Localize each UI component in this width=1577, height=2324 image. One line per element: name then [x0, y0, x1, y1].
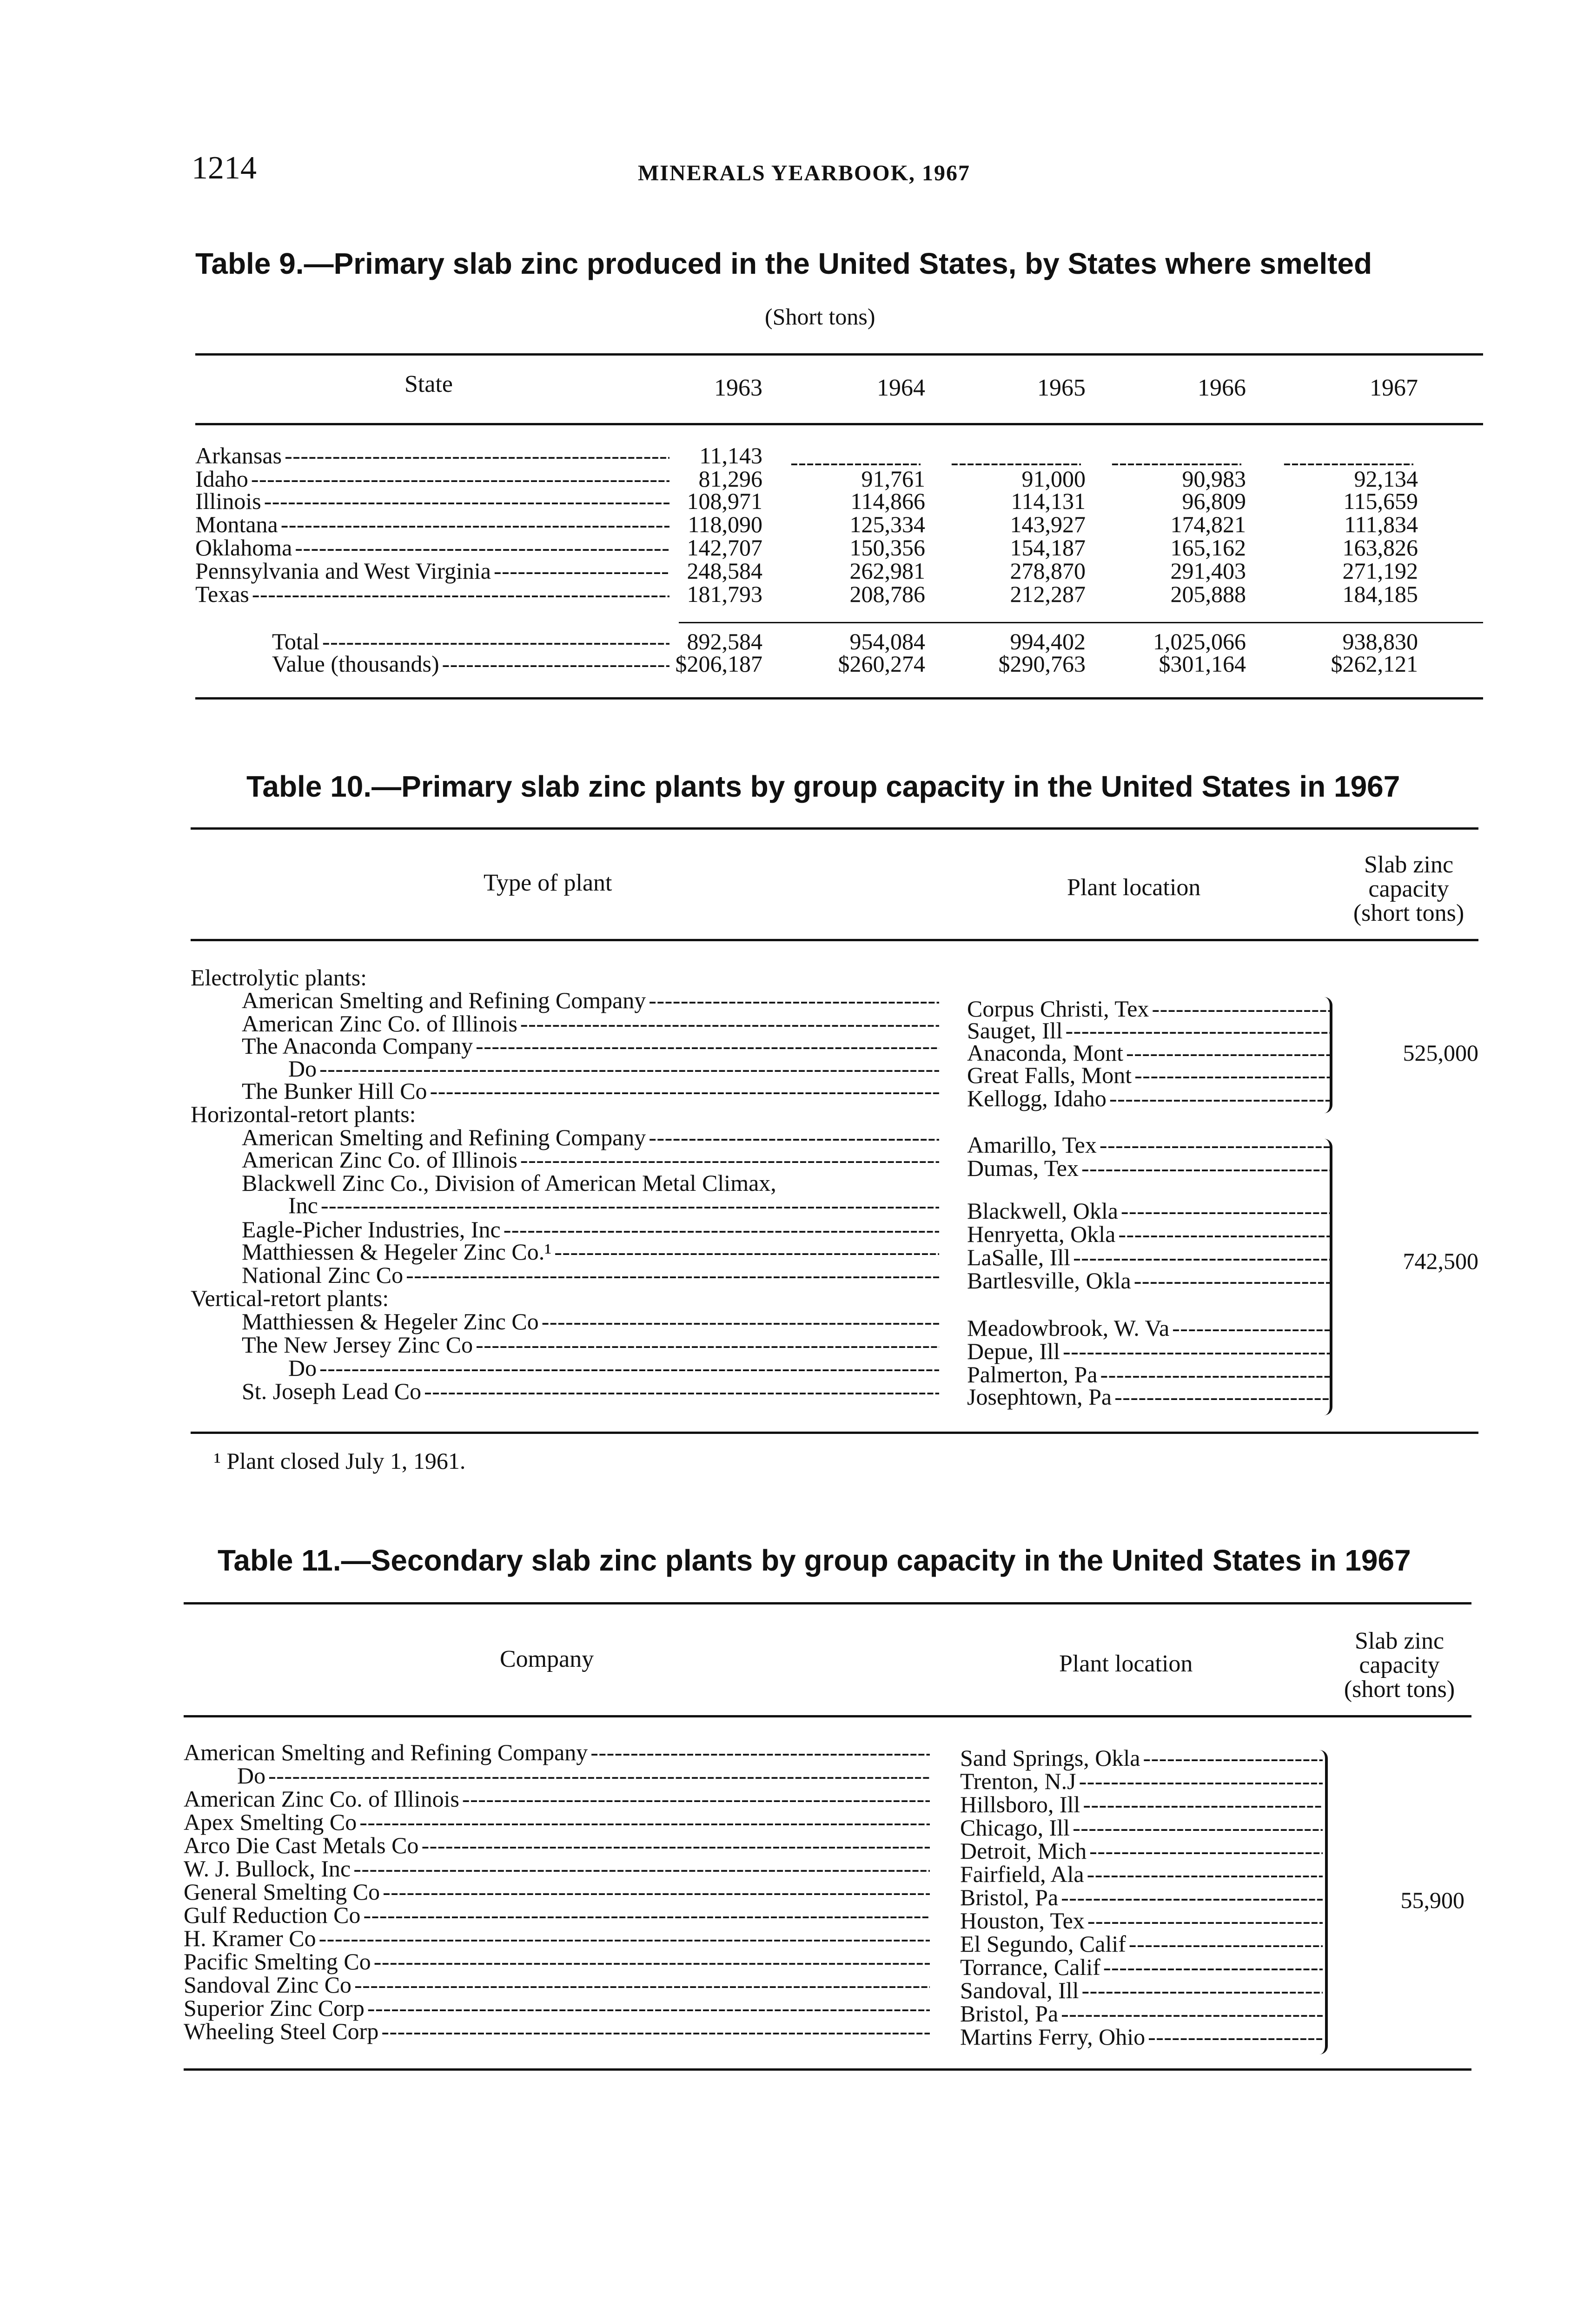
table9-value: 115,659 [1343, 488, 1418, 514]
table11-company-name [184, 1927, 930, 1950]
dot-leader [649, 989, 939, 1012]
brace-group-3 [1311, 1750, 1328, 2054]
table9-col-year: 1964 [877, 375, 925, 401]
table9-state-cell [195, 559, 669, 582]
dot-leader [1109, 1087, 1330, 1110]
table10-plant-name-text: Do [288, 1056, 317, 1082]
capacity-header-line: capacity [1359, 1652, 1440, 1678]
table11-plant-location-text: Bristol, Pa [960, 2000, 1059, 2027]
dot-leader [1100, 1133, 1330, 1156]
table10-top-rule [191, 827, 1478, 830]
table11-col-company: Company [500, 1646, 594, 1672]
capacity-header-line: (short tons) [1353, 900, 1464, 926]
table10-plant-name [242, 989, 939, 1012]
table9-total-label-text: Total [272, 628, 320, 654]
table9-subtitle: (Short tons) [765, 304, 875, 330]
dot-leader [590, 1741, 930, 1764]
running-title: MINERALS YEARBOOK, 1967 [638, 161, 970, 185]
table9-value: 212,287 [1010, 581, 1086, 607]
table11-plant-location [960, 1862, 1323, 1886]
table9-value: 165,162 [1170, 535, 1246, 561]
table11-company-name [184, 1950, 930, 1973]
table10-plant-location-text: Corpus Christi, Tex [967, 996, 1149, 1022]
brace-group-2 [1316, 1139, 1332, 1415]
table10-group-heading: Electrolytic plants: [191, 964, 367, 990]
dot-leader [1063, 1340, 1330, 1363]
table9-value: 91,000 [1021, 466, 1086, 492]
table9-value: 143,927 [1010, 511, 1086, 537]
table11-company-name [184, 1741, 930, 1764]
table10-plant-location [967, 1019, 1330, 1042]
table9-value: 184,185 [1342, 581, 1418, 607]
dot-leader [251, 467, 669, 490]
table9-value: 108,971 [687, 488, 762, 514]
dot-leader [554, 1240, 939, 1263]
table9-value: 118,090 [688, 511, 762, 537]
dot-leader [1081, 1156, 1330, 1180]
dot-leader [1152, 997, 1330, 1020]
table9-state-cell [195, 444, 669, 467]
table11-company-name-text: Wheeling Steel Corp [184, 2018, 379, 2044]
table10-plant-location-text: Meadowbrook, W. Va [967, 1315, 1170, 1341]
table9-state-cell-text: Texas [195, 581, 249, 607]
table10-plant-location [967, 1385, 1330, 1408]
table10-plant-location-text: Kellogg, Idaho [967, 1085, 1107, 1111]
dot-leader [364, 1903, 930, 1927]
table9-value: 278,870 [1010, 558, 1086, 584]
dot-leader [1121, 1199, 1330, 1222]
table11-plant-location [960, 1932, 1323, 1955]
table11-col-location: Plant location [1059, 1651, 1193, 1677]
dot-leader [1134, 1269, 1330, 1292]
table11-company-name-text: H. Kramer Co [184, 1925, 316, 1951]
dot-leader [476, 1333, 939, 1356]
table9-state-cell-text: Arkansas [195, 442, 282, 469]
table10-plant-location-text: Dumas, Tex [967, 1155, 1079, 1181]
table11-plant-location-text: El Segundo, Calif [960, 1931, 1126, 1957]
table11-plant-location [960, 2025, 1323, 2048]
table10-group-heading: Horizontal-retort plants: [191, 1101, 416, 1127]
dot-leader [1114, 1385, 1330, 1408]
table10-plant-location-text: Amarillo, Tex [967, 1132, 1097, 1158]
table9-state-cell [195, 536, 669, 559]
table10-plant-name-text: American Zinc Co. of Illinois [242, 1010, 517, 1037]
table10-plant-name-text: The Bunker Hill Co [242, 1078, 427, 1104]
dot-leader [1061, 1886, 1323, 1909]
dot-leader [1126, 1041, 1330, 1064]
dot-leader [319, 1927, 930, 1950]
table9-value: 248,584 [687, 558, 762, 584]
table11-company-name-text: Arco Die Cast Metals Co [184, 1832, 419, 1858]
table9-value: 271,192 [1342, 558, 1418, 584]
table9-state-cell-text: Idaho [195, 466, 248, 492]
table9-total-value: 938,830 [1342, 628, 1418, 654]
table9-state-cell [195, 582, 669, 606]
table10-plant-name-text: American Zinc Co. of Illinois [242, 1147, 517, 1173]
dot-leader [1087, 1909, 1323, 1932]
table9-bottom-rule [195, 697, 1483, 700]
table9-title: Table 9.—Primary slab zinc produced in the United States, by States where smelted [195, 247, 1372, 280]
table11-company-name-text: Do [237, 1763, 266, 1789]
table10-plant-name [242, 1380, 939, 1403]
table11-plant-location-text: Fairfield, Ala [960, 1861, 1084, 1887]
table11-plant-location-text: Sandoval, Ill [960, 1977, 1079, 2003]
table9-value: 81,296 [698, 466, 762, 492]
table9-value: 150,356 [849, 535, 925, 561]
dot-leader [520, 1148, 939, 1171]
dot-leader [281, 513, 669, 536]
table10-plant-location [967, 1063, 1330, 1087]
table10-plant-name-text: St. Joseph Lead Co [242, 1378, 422, 1404]
table11-company-name-text: Pacific Smelting Co [184, 1948, 371, 1974]
table10-plant-location-text: Bartlesville, Okla [967, 1268, 1131, 1294]
table10-plant-name-text: Inc [288, 1192, 318, 1218]
table9-total-label [272, 652, 669, 675]
table9-total-value: 892,584 [687, 628, 762, 654]
table11-plant-location-text: Detroit, Mich [960, 1838, 1087, 1864]
table9-state-cell [195, 489, 669, 513]
dot-leader [1100, 1363, 1330, 1386]
table9-total-value: $206,187 [675, 651, 762, 677]
table9-total-value: $301,164 [1159, 651, 1246, 677]
table10-group-capacity-1: 525,000 [1403, 1040, 1478, 1066]
table11-plant-location-text: Chicago, Ill [960, 1815, 1070, 1841]
table10-plant-name [242, 1263, 939, 1287]
table10-plant-location-text: Blackwell, Okla [967, 1198, 1118, 1224]
dot-leader [1082, 1979, 1323, 2002]
dot-leader [1134, 1063, 1330, 1087]
table11-plant-location [960, 1886, 1323, 1909]
table10-plant-location-text: Anaconda, Mont [967, 1040, 1124, 1066]
table10-plant-name-text: Do [288, 1355, 317, 1381]
table9-value: 11,143 [699, 442, 762, 469]
table9-value: 154,187 [1010, 535, 1086, 561]
table11-company-name [184, 1787, 930, 1810]
dot-leader [353, 1857, 930, 1880]
table10-plant-name-text: National Zinc Co [242, 1262, 404, 1288]
table11-company-name [184, 1903, 930, 1927]
dot-leader [367, 1996, 930, 2020]
table9-total-value: $290,763 [998, 651, 1086, 677]
table11-company-name-text: American Zinc Co. of Illinois [184, 1786, 459, 1812]
table10-plant-name-text: Eagle-Picher Industries, Inc [242, 1216, 501, 1242]
dot-leader [359, 1810, 930, 1834]
dot-leader [430, 1079, 939, 1103]
table9-value: 142,707 [687, 535, 762, 561]
table10-plant-name [242, 1218, 939, 1241]
table10-plant-name-text: American Smelting and Refining Company [242, 1124, 646, 1150]
table10-plant-location [967, 1363, 1330, 1386]
dot-leader [1061, 2002, 1323, 2025]
table9-value: 111,834 [1344, 511, 1418, 537]
table9-value: 91,761 [861, 466, 925, 492]
table9-col-year: 1963 [714, 375, 762, 401]
table10-plant-location [967, 1041, 1330, 1064]
table10-plant-location [967, 1340, 1330, 1363]
table9-value: 114,866 [850, 488, 925, 514]
table10-plant-location [967, 1156, 1330, 1180]
dot-leader [1148, 2025, 1323, 2048]
table9-state-cell [195, 467, 669, 490]
table10-plant-location-text: LaSalle, Ill [967, 1244, 1071, 1270]
table11-company-name [184, 1857, 930, 1880]
dot-leader [1079, 1769, 1323, 1793]
table10-plant-name [242, 1079, 939, 1103]
dot-leader [462, 1787, 930, 1810]
brace-group-1 [1316, 997, 1332, 1113]
table11-company-name-text: W. J. Bullock, Inc [184, 1855, 351, 1882]
dot-leader [1073, 1816, 1323, 1839]
page-number: 1214 [192, 150, 257, 186]
table11-plant-location-text: Sand Springs, Okla [960, 1745, 1140, 1771]
table10-plant-name-text: American Smelting and Refining Company [242, 987, 646, 1013]
table9-col-year: 1967 [1370, 375, 1418, 401]
table9-state-cell-text: Pennsylvania and West Virginia [195, 558, 491, 584]
table11-plant-location [960, 1909, 1323, 1932]
dot-leader [1073, 1246, 1330, 1269]
capacity-header-line: capacity [1368, 876, 1449, 902]
table11-plant-location-text: Trenton, N.J [960, 1768, 1076, 1794]
table9-value: 125,334 [849, 511, 925, 537]
table11-plant-location [960, 2002, 1323, 2025]
table10-plant-name [242, 1240, 939, 1263]
table10-col-capacity [1330, 853, 1488, 925]
table9-value: 205,888 [1170, 581, 1246, 607]
table10-footnote: ¹ Plant closed July 1, 1961. [214, 1448, 466, 1474]
table9-total-value: $262,121 [1331, 651, 1418, 677]
table10-plant-location-text: Depue, Ill [967, 1338, 1060, 1364]
dot-leader [381, 2020, 930, 2043]
table10-plant-name-text: Matthiessen & Hegeler Zinc Co [242, 1308, 539, 1334]
dot-leader [264, 489, 669, 513]
dot-leader [504, 1218, 939, 1241]
table9-state-cell [195, 513, 669, 536]
table10-col-location: Plant location [1067, 874, 1201, 901]
capacity-header-line: Slab zinc [1364, 852, 1454, 878]
table11-plant-location [960, 1746, 1323, 1769]
dot-leader [1143, 1746, 1323, 1769]
table11-col-capacity [1320, 1629, 1478, 1702]
table11-company-name [184, 2020, 930, 2043]
table10-plant-name [242, 1333, 939, 1356]
table11-plant-location [960, 1816, 1323, 1839]
table11-company-name [184, 1973, 930, 1996]
dot-leader [374, 1950, 930, 1973]
table11-top-rule [184, 1602, 1471, 1604]
dot-leader [1087, 1862, 1323, 1886]
table11-company-name-text: Superior Zinc Corp [184, 1995, 364, 2021]
table10-col-type: Type of plant [484, 870, 612, 896]
table10-plant-location-text: Great Falls, Mont [967, 1062, 1132, 1088]
table11-company-name-text: General Smelting Co [184, 1879, 380, 1905]
table11-company-name-text: Gulf Reduction Co [184, 1902, 361, 1928]
table9-col-state: State [404, 371, 453, 397]
dot-leader [649, 1126, 939, 1149]
dot-leader [424, 1380, 939, 1403]
dot-leader [476, 1034, 939, 1057]
table9-total-value: 994,402 [1010, 628, 1086, 654]
table11-plant-location-text: Martins Ferry, Ohio [960, 2024, 1146, 2050]
table9-value: 96,809 [1182, 488, 1246, 514]
table9-top-rule [195, 353, 1483, 356]
table11-plant-location [960, 1793, 1323, 1816]
table9-value: 163,826 [1342, 535, 1418, 561]
table10-plant-location [967, 1269, 1330, 1292]
table9-value: 208,786 [849, 581, 925, 607]
table11-company-name [184, 1880, 930, 1903]
table9-col-year: 1965 [1037, 375, 1086, 401]
table9-total-value: 954,084 [849, 628, 925, 654]
dot-leader [1083, 1793, 1323, 1816]
dot-leader [252, 582, 669, 606]
dot-leader [285, 444, 669, 467]
table10-plant-location [967, 1199, 1330, 1222]
dot-leader [321, 1194, 939, 1217]
table11-plant-location-text: Hillsboro, Ill [960, 1791, 1080, 1817]
table10-plant-name-text: Matthiessen & Hegeler Zinc Co.¹ [242, 1239, 552, 1265]
table10-plant-location [967, 1316, 1330, 1340]
table10-plant-name [242, 1034, 939, 1057]
table11-plant-location [960, 1979, 1323, 2002]
table11-plant-location [960, 1769, 1323, 1793]
table11-company-name-text: American Smelting and Refining Company [184, 1739, 588, 1765]
dot-leader [1103, 1955, 1323, 1979]
table10-plant-name [288, 1057, 939, 1080]
table11-group-capacity: 55,900 [1400, 1887, 1464, 1913]
dot-leader [1129, 1932, 1323, 1955]
table10-plant-location [967, 1087, 1330, 1110]
table11-plant-location [960, 1839, 1323, 1862]
table9-value: 90,983 [1182, 466, 1246, 492]
table9-total-label [272, 630, 669, 653]
table10-plant-location [967, 997, 1330, 1020]
table9-total-value: $260,274 [838, 651, 925, 677]
table10-plant-location [967, 1222, 1330, 1246]
dot-leader [1118, 1222, 1330, 1246]
table10-plant-location [967, 1133, 1330, 1156]
table11-company-name [184, 1996, 930, 2020]
dot-leader [1172, 1316, 1330, 1340]
table10-plant-location-text: Josephtown, Pa [967, 1384, 1112, 1410]
table10-plant-location-text: Sauget, Ill [967, 1017, 1063, 1043]
table9-total-label-text: Value (thousands) [272, 651, 439, 677]
table10-plant-name [288, 1194, 939, 1217]
dot-leader [542, 1310, 939, 1333]
table11-company-name [184, 1810, 930, 1834]
table11-plant-location [960, 1955, 1323, 1979]
table10-plant-name-text: The Anaconda Company [242, 1033, 473, 1059]
dot-leader [295, 536, 669, 559]
table9-total-value: 1,025,066 [1153, 628, 1246, 654]
dot-leader [1066, 1019, 1330, 1042]
table9-col-year: 1966 [1198, 375, 1246, 401]
capacity-header-line: (short tons) [1344, 1676, 1455, 1703]
dot-leader [319, 1057, 939, 1080]
table9-header-rule [195, 423, 1483, 425]
table10-group-capacity-2: 742,500 [1403, 1248, 1478, 1274]
table10-plant-name-text: The New Jersey Zinc Co [242, 1332, 473, 1358]
table10-plant-location-text: Palmerton, Pa [967, 1361, 1098, 1387]
table9-state-cell-text: Oklahoma [195, 535, 292, 561]
table11-plant-location-text: Torrance, Calif [960, 1954, 1100, 1980]
dot-leader [354, 1973, 930, 1996]
table9-value: 174,821 [1170, 511, 1246, 537]
table9-total-rule [679, 622, 1483, 623]
table10-plant-name [242, 1310, 939, 1333]
table10-plant-location-text: Henryetta, Okla [967, 1221, 1116, 1247]
table10-title: Table 10.—Primary slab zinc plants by group capacity in the United States in 1967 [246, 770, 1400, 803]
table11-title: Table 11.—Secondary slab zinc plants by group capacity in the United States in 1967 [218, 1544, 1411, 1577]
table10-plant-name [242, 1148, 939, 1171]
dot-leader [421, 1834, 930, 1857]
table9-value: 181,793 [687, 581, 762, 607]
table10-header-rule [191, 939, 1478, 941]
table11-bottom-rule [184, 2068, 1471, 2071]
table11-plant-location-text: Houston, Tex [960, 1908, 1085, 1934]
table11-header-rule [184, 1715, 1471, 1717]
table9-state-cell-text: Montana [195, 511, 278, 537]
table11-company-name [184, 1834, 930, 1857]
table9-value: 114,131 [1011, 488, 1086, 514]
table11-company-name [237, 1764, 930, 1787]
dot-leader [1089, 1839, 1323, 1862]
dot-leader [383, 1880, 930, 1903]
table9-value: 262,981 [849, 558, 925, 584]
table9-value: 92,134 [1354, 466, 1418, 492]
table10-plant-name: Blackwell Zinc Co., Division of American Metal Climax, [242, 1170, 776, 1196]
table10-plant-name [288, 1356, 939, 1380]
dot-leader [520, 1012, 939, 1035]
table11-company-name-text: Apex Smelting Co [184, 1809, 357, 1835]
table10-plant-location [967, 1246, 1330, 1269]
capacity-header-line: Slab zinc [1354, 1628, 1444, 1654]
table10-plant-name [242, 1126, 939, 1149]
table9-value: 291,403 [1170, 558, 1246, 584]
dot-leader [406, 1263, 939, 1287]
table9-state-cell-text: Illinois [195, 488, 261, 514]
table10-group-heading: Vertical-retort plants: [191, 1285, 389, 1311]
dot-leader [268, 1764, 930, 1787]
table11-plant-location-text: Bristol, Pa [960, 1884, 1059, 1910]
dot-leader [319, 1356, 939, 1380]
table10-plant-name [242, 1012, 939, 1035]
table11-company-name-text: Sandoval Zinc Co [184, 1972, 352, 1998]
table10-bottom-rule [191, 1432, 1478, 1434]
